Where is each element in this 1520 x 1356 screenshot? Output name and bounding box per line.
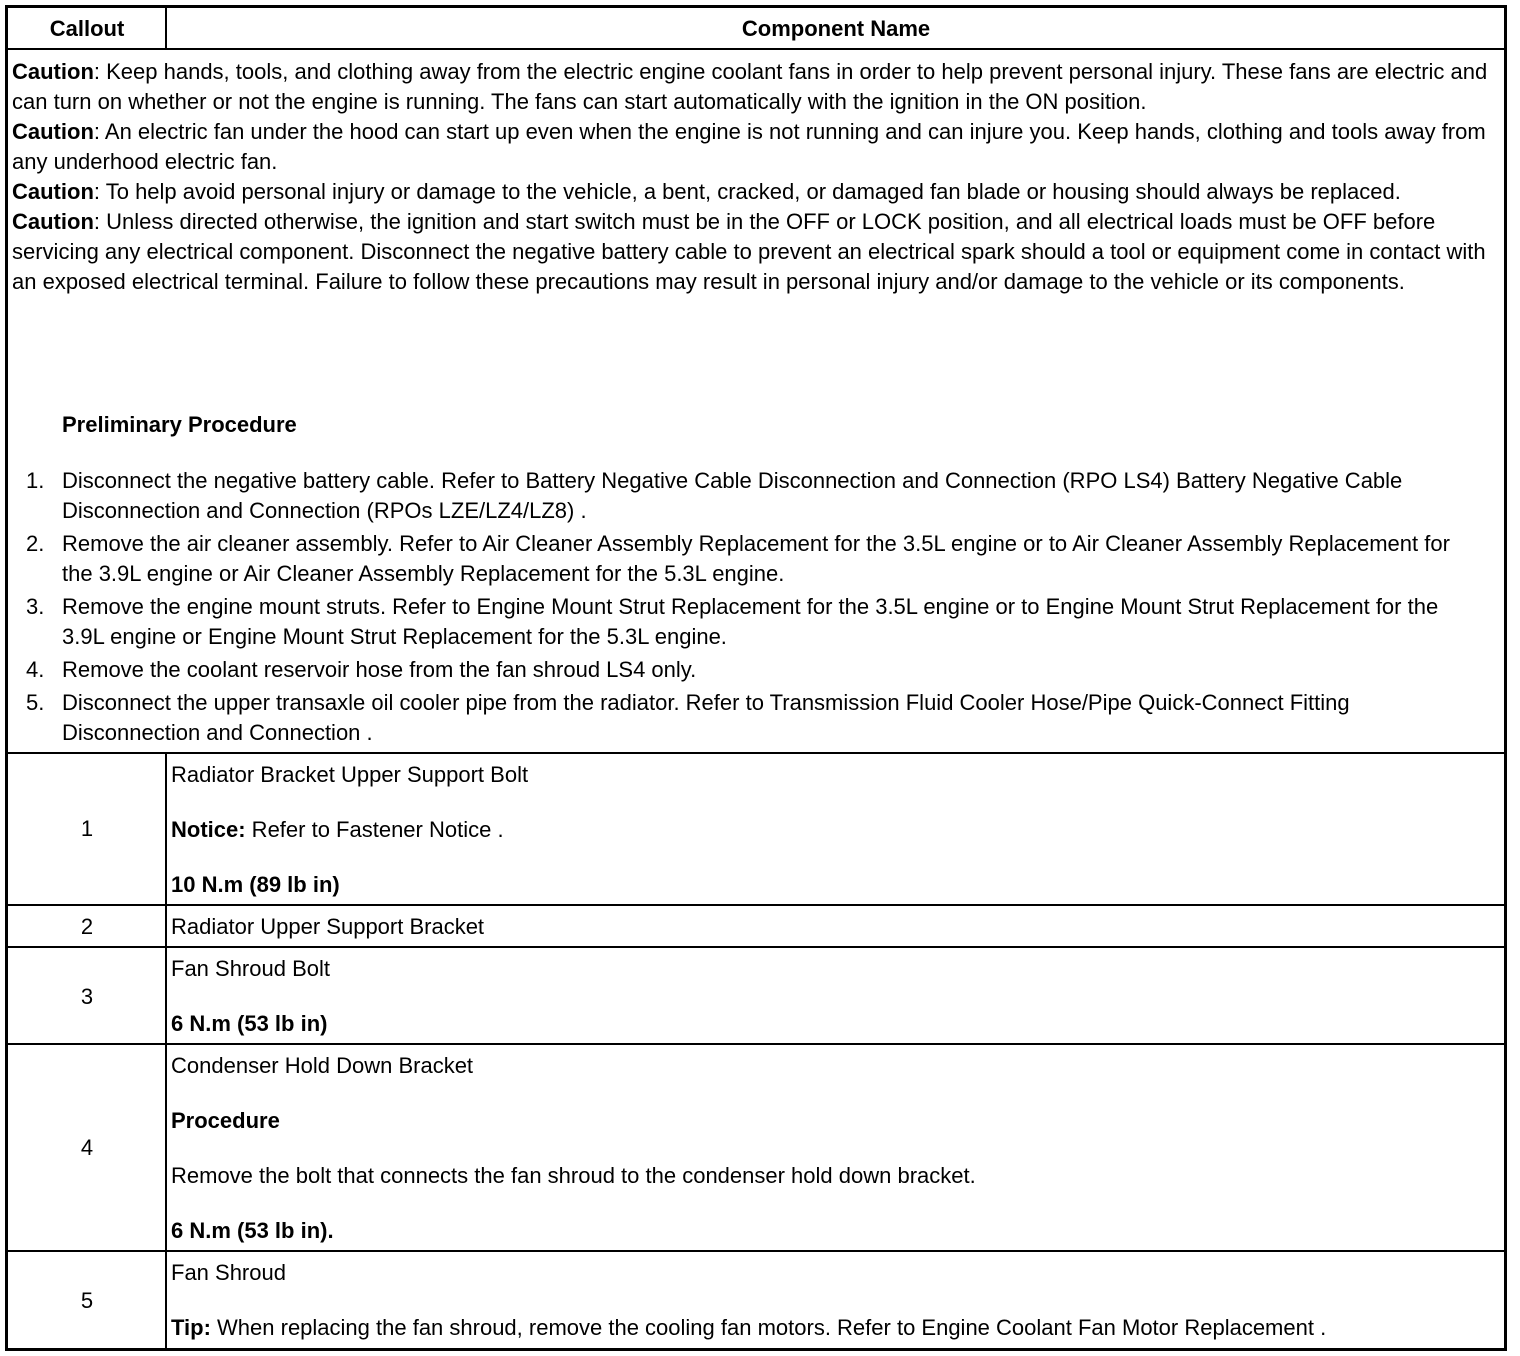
step-text: Remove the engine mount struts. Refer to Engine Mount Strut Replacement for the 3.5L engine or to Engine Mount Strut Replacement for the 3.9L engine or Engine Mount Strut Replacement for the 5.3L engine. [62,594,1439,649]
callout-number: 4 [80,1135,94,1160]
component-name: Radiator Upper Support Bracket [171,914,485,939]
table-row [8,1252,1504,1348]
notice-label: Notice: [171,817,246,842]
column-divider [165,8,167,48]
step-number: 5. [26,690,45,715]
table-row [8,754,1504,904]
caution-paragraph [12,207,1498,297]
step-number: 1. [26,468,45,493]
table-row [8,1045,1504,1250]
header-callout: Callout [49,16,125,41]
component-name: Fan Shroud [171,1260,286,1285]
step-text: Disconnect the upper transaxle oil cooler pipe from the radiator. Refer to Transmission Fluid Cooler Hose/Pipe Quick-Connect Fitting Disconnection and Connection . [62,690,1350,745]
tip [171,1313,1494,1343]
caution-paragraph [12,117,1498,177]
callout-number: 5 [80,1288,94,1313]
caution-text: : To help avoid personal injury or damage to the vehicle, a bent, cracked, or damaged fan blade or housing should always be replaced. [93,179,1401,204]
caution-label: Caution [12,119,94,144]
component-name: Fan Shroud Bolt [171,956,330,981]
list-item [8,466,1464,526]
component-name: Radiator Bracket Upper Support Bolt [171,762,529,787]
list-item [8,655,1464,685]
torque-spec: 10 N.m (89 lb in) [171,872,340,897]
step-text: Disconnect the negative battery cable. Refer to Battery Negative Cable Disconnection and Connection (RPO LS4) Battery Negative Cable Disconnection and Connection (RPOs LZE/LZ4/LZ8) . [62,468,1403,523]
caution-block [12,57,1498,297]
caution-text: : Unless directed otherwise, the ignition and start switch must be in the OFF or LOCK position, and all electrical loads must be OFF before servicing any electrical component. Disconnect the negative battery cable to prevent an electrical spark should a tool or equipment come in contact with an exposed electrical terminal. Failure to follow these precautions may result in personal injury and/or damage to the vehicle or its components. [12,209,1486,294]
caution-text: : An electric fan under the hood can start up even when the engine is not running and can injure you. Keep hands, clothing and tools away from any underhood electric fan. [12,119,1486,174]
callout-number: 3 [80,984,94,1009]
step-number: 4. [26,657,45,682]
step-text: Remove the coolant reservoir hose from the fan shroud LS4 only. [62,657,697,682]
tip-text: When replacing the fan shroud, remove the cooling fan motors. Refer to Engine Coolant Fan Motor Replacement . [210,1315,1327,1340]
callout-number: 1 [80,816,94,841]
table-row [8,906,1504,946]
torque-spec: 6 N.m (53 lb in) [171,1011,328,1036]
list-item [8,592,1464,652]
table-row [8,948,1504,1043]
caution-text: : Keep hands, tools, and clothing away from the electric engine coolant fans in order to help prevent personal injury. These fans are electric and can turn on whether or not the engine is running. The fans can start automatically with the ignition in the ON position. [12,59,1488,114]
procedure-label: Procedure [171,1108,280,1133]
tip-label: Tip: [171,1315,211,1340]
step-text: Remove the air cleaner assembly. Refer to Air Cleaner Assembly Replacement for the 3.5L engine or to Air Cleaner Assembly Replacement for the 3.9L engine or Air Cleaner Assembly Replacement for the 5.3L engine. [62,531,1450,586]
list-item [8,688,1464,748]
header-component-name: Component Name [741,16,931,41]
caution-label: Caution [12,59,94,84]
caution-paragraph [12,177,1498,207]
torque-spec: 6 N.m (53 lb in). [171,1218,334,1243]
list-item [8,529,1464,589]
component-name: Condenser Hold Down Bracket [171,1053,474,1078]
preliminary-procedure-title: Preliminary Procedure [62,412,297,437]
caution-paragraph [12,57,1498,117]
step-number: 2. [26,531,45,556]
preliminary-steps [8,466,1464,751]
caution-label: Caution [12,179,94,204]
callout-number: 2 [80,914,94,939]
component-table [5,5,1507,1351]
procedure-text: Remove the bolt that connects the fan shroud to the condenser hold down bracket. [171,1163,976,1188]
step-number: 3. [26,594,45,619]
notice [171,815,1494,845]
row-divider [8,48,1504,50]
caution-label: Caution [12,209,94,234]
notice-text: Refer to Fastener Notice . [245,817,504,842]
